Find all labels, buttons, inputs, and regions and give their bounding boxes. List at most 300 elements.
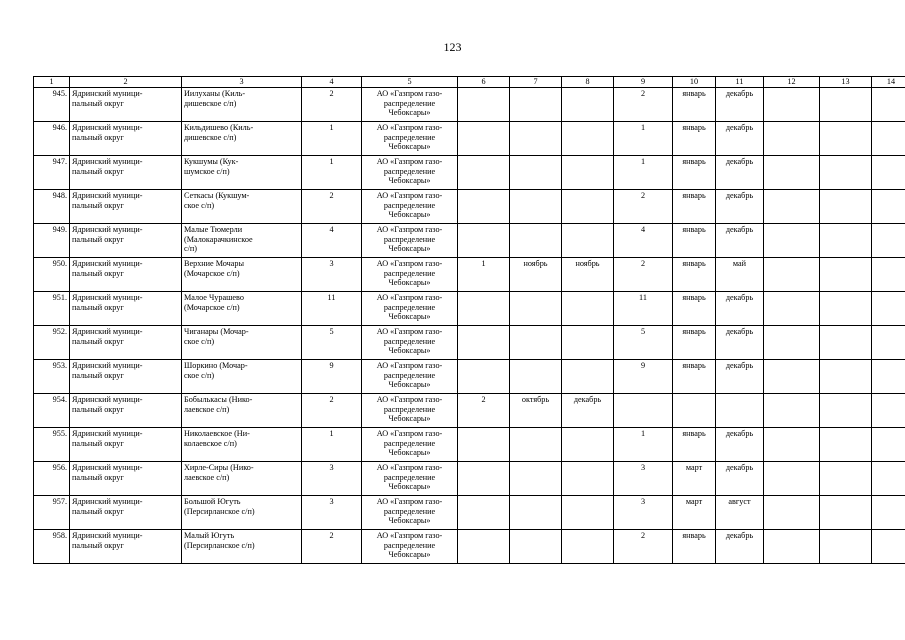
c6-cell [458, 190, 510, 224]
c9-cell: 2 [614, 258, 673, 292]
settlement-cell [182, 190, 302, 224]
org-line: Чебоксары» [388, 448, 431, 458]
c4-cell: 1 [302, 122, 362, 156]
n-cell: 948. [34, 190, 70, 224]
n-cell: 954. [34, 394, 70, 428]
c10-cell: январь [673, 326, 716, 360]
org-line: АО «Газпром газо- [376, 497, 443, 506]
c4-cell: 5 [302, 326, 362, 360]
district-line: пальный округ [72, 132, 124, 142]
org-line: Чебоксары» [388, 550, 431, 560]
n-cell: 949. [34, 224, 70, 258]
c9-cell: 3 [614, 496, 673, 530]
district-cell [70, 156, 182, 190]
c12-cell [764, 496, 820, 530]
c11-cell: декабрь [716, 190, 764, 224]
org-line: распределение [383, 438, 436, 448]
column-header: 2 [70, 77, 182, 88]
c12-cell [764, 326, 820, 360]
district-line: Ядринский муници- [72, 395, 143, 404]
org-line: Чебоксары» [388, 482, 431, 492]
district-line: Ядринский муници- [72, 225, 143, 234]
org-line: АО «Газпром газо- [376, 531, 443, 540]
column-header: 12 [764, 77, 820, 88]
settlement-cell [182, 156, 302, 190]
table-row [34, 326, 905, 360]
settlement-line: Николаевское (Ни- [184, 429, 250, 438]
org-line: распределение [383, 506, 436, 516]
c13-cell [820, 258, 872, 292]
c11-cell: декабрь [716, 292, 764, 326]
c13-cell [820, 88, 872, 122]
c9-cell: 1 [614, 428, 673, 462]
settlement-line: Кильдишево (Киль- [184, 123, 254, 132]
c9-cell: 5 [614, 326, 673, 360]
c4-cell: 2 [302, 190, 362, 224]
column-number-row [34, 77, 905, 88]
n-cell: 947. [34, 156, 70, 190]
c12-cell [764, 394, 820, 428]
c9-cell: 1 [614, 156, 673, 190]
table-row [34, 360, 905, 394]
settlement-line: лаевское с/п) [184, 404, 230, 414]
district-cell [70, 122, 182, 156]
org-line: Чебоксары» [388, 176, 431, 186]
table-row [34, 190, 905, 224]
c12-cell [764, 258, 820, 292]
c9-cell: 4 [614, 224, 673, 258]
org-line: Чебоксары» [388, 244, 431, 254]
c11-cell: декабрь [716, 224, 764, 258]
org-line: АО «Газпром газо- [376, 225, 443, 234]
n-cell: 958. [34, 530, 70, 564]
c7-cell [510, 224, 562, 258]
c13-cell [820, 292, 872, 326]
settlement-line: (Мочарское с/п) [184, 268, 240, 278]
district-cell [70, 496, 182, 530]
c6-cell [458, 88, 510, 122]
c13-cell [820, 360, 872, 394]
c12-cell [764, 190, 820, 224]
org-line: Чебоксары» [388, 210, 431, 220]
c6-cell [458, 360, 510, 394]
c11-cell: декабрь [716, 530, 764, 564]
table-row [34, 156, 905, 190]
c6-cell [458, 428, 510, 462]
c4-cell: 9 [302, 360, 362, 394]
c13-cell [820, 394, 872, 428]
c6-cell [458, 224, 510, 258]
c9-cell: 2 [614, 88, 673, 122]
district-cell [70, 292, 182, 326]
c11-cell: май [716, 258, 764, 292]
c8-cell [562, 326, 614, 360]
c12-cell [764, 88, 820, 122]
district-line: пальный округ [72, 336, 124, 346]
district-line: пальный округ [72, 268, 124, 278]
c11-cell: август [716, 496, 764, 530]
settlement-line: Малый Югуть [184, 531, 235, 540]
c11-cell: декабрь [716, 462, 764, 496]
c8-cell [562, 428, 614, 462]
column-header: 10 [673, 77, 716, 88]
district-line: пальный округ [72, 404, 124, 414]
c7-cell [510, 88, 562, 122]
district-cell [70, 360, 182, 394]
settlement-line: шумское с/п) [184, 166, 230, 176]
c12-cell [764, 428, 820, 462]
c11-cell: декабрь [716, 122, 764, 156]
c13-cell [820, 224, 872, 258]
table-row [34, 496, 905, 530]
district-line: Ядринский муници- [72, 327, 143, 336]
settlement-line: (Мочарское с/п) [184, 302, 240, 312]
c4-cell: 3 [302, 462, 362, 496]
c12-cell [764, 360, 820, 394]
settlement-line: Большой Югуть [184, 497, 241, 506]
c7-cell [510, 292, 562, 326]
c6-cell [458, 530, 510, 564]
c10-cell: январь [673, 156, 716, 190]
org-cell [362, 190, 458, 224]
settlement-line: Кукшумы (Кук- [184, 157, 239, 166]
settlement-cell [182, 292, 302, 326]
c8-cell [562, 360, 614, 394]
settlement-line: ское с/п) [184, 200, 215, 210]
district-line: Ядринский муници- [72, 89, 143, 98]
c9-cell: 9 [614, 360, 673, 394]
column-header: 7 [510, 77, 562, 88]
org-cell [362, 428, 458, 462]
org-line: распределение [383, 302, 436, 312]
table-row [34, 122, 905, 156]
district-cell [70, 394, 182, 428]
org-line: распределение [383, 200, 436, 210]
district-line: Ядринский муници- [72, 259, 143, 268]
c14-cell [872, 394, 905, 428]
n-cell: 955. [34, 428, 70, 462]
org-line: распределение [383, 404, 436, 414]
district-line: Ядринский муници- [72, 123, 143, 132]
table-row [34, 394, 905, 428]
c6-cell: 2 [458, 394, 510, 428]
c9-cell: 1 [614, 122, 673, 156]
c8-cell [562, 156, 614, 190]
org-line: распределение [383, 540, 436, 550]
settlement-cell [182, 88, 302, 122]
org-line: Чебоксары» [388, 312, 431, 322]
c11-cell [716, 394, 764, 428]
table-row [34, 292, 905, 326]
c13-cell [820, 496, 872, 530]
district-line: пальный округ [72, 98, 124, 108]
c6-cell: 1 [458, 258, 510, 292]
org-line: распределение [383, 370, 436, 380]
org-line: Чебоксары» [388, 516, 431, 526]
c9-cell: 3 [614, 462, 673, 496]
org-cell [362, 394, 458, 428]
org-line: АО «Газпром газо- [376, 361, 443, 370]
table-row [34, 428, 905, 462]
c12-cell [764, 224, 820, 258]
c13-cell [820, 530, 872, 564]
org-line: АО «Газпром газо- [376, 327, 443, 336]
c7-cell [510, 122, 562, 156]
c11-cell: декабрь [716, 360, 764, 394]
org-line: Чебоксары» [388, 108, 431, 118]
c7-cell [510, 428, 562, 462]
column-header: 8 [562, 77, 614, 88]
c10-cell: январь [673, 530, 716, 564]
c6-cell [458, 122, 510, 156]
gasification-table [33, 76, 905, 564]
org-line: Чебоксары» [388, 346, 431, 356]
c14-cell [872, 258, 905, 292]
settlement-line: Иилуханы (Киль- [184, 89, 246, 98]
c4-cell: 11 [302, 292, 362, 326]
table-row [34, 462, 905, 496]
org-line: распределение [383, 132, 436, 142]
settlement-line: ское с/п) [184, 370, 215, 380]
settlement-line: Верхние Мочары [184, 259, 245, 268]
c14-cell [872, 122, 905, 156]
c13-cell [820, 122, 872, 156]
settlement-cell [182, 360, 302, 394]
org-line: распределение [383, 166, 436, 176]
n-cell: 952. [34, 326, 70, 360]
c7-cell [510, 156, 562, 190]
c10-cell: март [673, 496, 716, 530]
table-row [34, 224, 905, 258]
org-cell [362, 326, 458, 360]
org-line: АО «Газпром газо- [376, 293, 443, 302]
c6-cell [458, 156, 510, 190]
c8-cell [562, 292, 614, 326]
district-line: пальный округ [72, 472, 124, 482]
settlement-line: Малое Чурашево [184, 293, 244, 302]
c6-cell [458, 292, 510, 326]
settlement-cell [182, 394, 302, 428]
org-line: Чебоксары» [388, 278, 431, 288]
c11-cell: декабрь [716, 88, 764, 122]
org-line: распределение [383, 98, 436, 108]
c10-cell: январь [673, 292, 716, 326]
c14-cell [872, 224, 905, 258]
settlement-line: (Персирланское с/п) [184, 540, 255, 550]
c12-cell [764, 292, 820, 326]
org-line: АО «Газпром газо- [376, 463, 443, 472]
c4-cell: 2 [302, 394, 362, 428]
c10-cell: январь [673, 190, 716, 224]
district-line: Ядринский муници- [72, 361, 143, 370]
c10-cell: январь [673, 360, 716, 394]
c12-cell [764, 462, 820, 496]
c14-cell [872, 292, 905, 326]
c7-cell: ноябрь [510, 258, 562, 292]
org-line: АО «Газпром газо- [376, 395, 443, 404]
column-header: 1 [34, 77, 70, 88]
c13-cell [820, 428, 872, 462]
org-line: АО «Газпром газо- [376, 191, 443, 200]
column-header: 6 [458, 77, 510, 88]
c9-cell [614, 394, 673, 428]
c9-cell: 2 [614, 530, 673, 564]
c12-cell [764, 122, 820, 156]
c10-cell: январь [673, 88, 716, 122]
district-cell [70, 326, 182, 360]
org-line: Чебоксары» [388, 142, 431, 152]
table-row [34, 530, 905, 564]
org-line: АО «Газпром газо- [376, 429, 443, 438]
c6-cell [458, 326, 510, 360]
district-cell [70, 224, 182, 258]
c11-cell: декабрь [716, 428, 764, 462]
settlement-cell [182, 258, 302, 292]
c8-cell [562, 496, 614, 530]
settlement-cell [182, 122, 302, 156]
c14-cell [872, 496, 905, 530]
c13-cell [820, 190, 872, 224]
c8-cell [562, 224, 614, 258]
c14-cell [872, 428, 905, 462]
settlement-cell [182, 530, 302, 564]
c14-cell [872, 326, 905, 360]
c8-cell [562, 462, 614, 496]
district-line: Ядринский муници- [72, 531, 143, 540]
district-line: пальный округ [72, 200, 124, 210]
c9-cell: 2 [614, 190, 673, 224]
org-line: распределение [383, 268, 436, 278]
c8-cell [562, 88, 614, 122]
org-cell [362, 292, 458, 326]
column-header: 9 [614, 77, 673, 88]
org-cell [362, 462, 458, 496]
c14-cell [872, 462, 905, 496]
settlement-line: дишевское с/п) [184, 132, 237, 142]
org-line: АО «Газпром газо- [376, 259, 443, 268]
settlement-cell [182, 326, 302, 360]
district-cell [70, 258, 182, 292]
page-number: 123 [443, 40, 462, 54]
district-cell [70, 428, 182, 462]
settlement-line: колаевское с/п) [184, 438, 237, 448]
district-line: Ядринский муници- [72, 429, 143, 438]
c14-cell [872, 530, 905, 564]
org-cell [362, 496, 458, 530]
org-line: АО «Газпром газо- [376, 89, 443, 98]
c11-cell: декабрь [716, 156, 764, 190]
settlement-line: Сеткасы (Кукшум- [184, 191, 250, 200]
c7-cell [510, 326, 562, 360]
settlement-line: ское с/п) [184, 336, 215, 346]
c8-cell [562, 190, 614, 224]
settlement-line: Бобылькасы (Нико- [184, 395, 253, 404]
district-line: пальный округ [72, 370, 124, 380]
district-line: Ядринский муници- [72, 497, 143, 506]
n-cell: 956. [34, 462, 70, 496]
c13-cell [820, 462, 872, 496]
settlement-line: Шоркино (Мочар- [184, 361, 248, 370]
district-line: Ядринский муници- [72, 157, 143, 166]
c7-cell [510, 190, 562, 224]
c4-cell: 2 [302, 530, 362, 564]
c11-cell: декабрь [716, 326, 764, 360]
district-line: пальный округ [72, 234, 124, 244]
c13-cell [820, 156, 872, 190]
n-cell: 946. [34, 122, 70, 156]
column-header: 4 [302, 77, 362, 88]
settlement-cell [182, 224, 302, 258]
c8-cell [562, 530, 614, 564]
c10-cell: январь [673, 122, 716, 156]
district-cell [70, 530, 182, 564]
table-body [34, 77, 905, 564]
settlement-line: дишевское с/п) [184, 98, 237, 108]
c8-cell: ноябрь [562, 258, 614, 292]
org-line: АО «Газпром газо- [376, 157, 443, 166]
org-line: распределение [383, 472, 436, 482]
c14-cell [872, 360, 905, 394]
org-cell [362, 360, 458, 394]
district-line: пальный округ [72, 506, 124, 516]
c12-cell [764, 530, 820, 564]
org-line: Чебоксары» [388, 380, 431, 390]
district-line: Ядринский муници- [72, 463, 143, 472]
c6-cell [458, 496, 510, 530]
district-line: Ядринский муници- [72, 293, 143, 302]
c14-cell [872, 156, 905, 190]
c12-cell [764, 156, 820, 190]
org-line: Чебоксары» [388, 414, 431, 424]
column-header: 5 [362, 77, 458, 88]
org-line: распределение [383, 234, 436, 244]
org-cell [362, 122, 458, 156]
district-cell [70, 190, 182, 224]
c4-cell: 1 [302, 428, 362, 462]
c7-cell: октябрь [510, 394, 562, 428]
c7-cell [510, 530, 562, 564]
org-line: распределение [383, 336, 436, 346]
org-cell [362, 156, 458, 190]
district-line: Ядринский муници- [72, 191, 143, 200]
c10-cell: январь [673, 258, 716, 292]
org-line: АО «Газпром газо- [376, 123, 443, 132]
c7-cell [510, 360, 562, 394]
c8-cell: декабрь [562, 394, 614, 428]
n-cell: 950. [34, 258, 70, 292]
c7-cell [510, 462, 562, 496]
c4-cell: 2 [302, 88, 362, 122]
c13-cell [820, 326, 872, 360]
n-cell: 951. [34, 292, 70, 326]
c8-cell [562, 122, 614, 156]
c10-cell [673, 394, 716, 428]
settlement-line: с/п) [184, 244, 198, 254]
c6-cell [458, 462, 510, 496]
n-cell: 953. [34, 360, 70, 394]
settlement-cell [182, 462, 302, 496]
n-cell: 945. [34, 88, 70, 122]
district-line: пальный округ [72, 438, 124, 448]
org-cell [362, 530, 458, 564]
c4-cell: 1 [302, 156, 362, 190]
c7-cell [510, 496, 562, 530]
org-cell [362, 258, 458, 292]
column-header: 14 [872, 77, 905, 88]
table-row [34, 88, 905, 122]
district-line: пальный округ [72, 166, 124, 176]
column-header: 3 [182, 77, 302, 88]
